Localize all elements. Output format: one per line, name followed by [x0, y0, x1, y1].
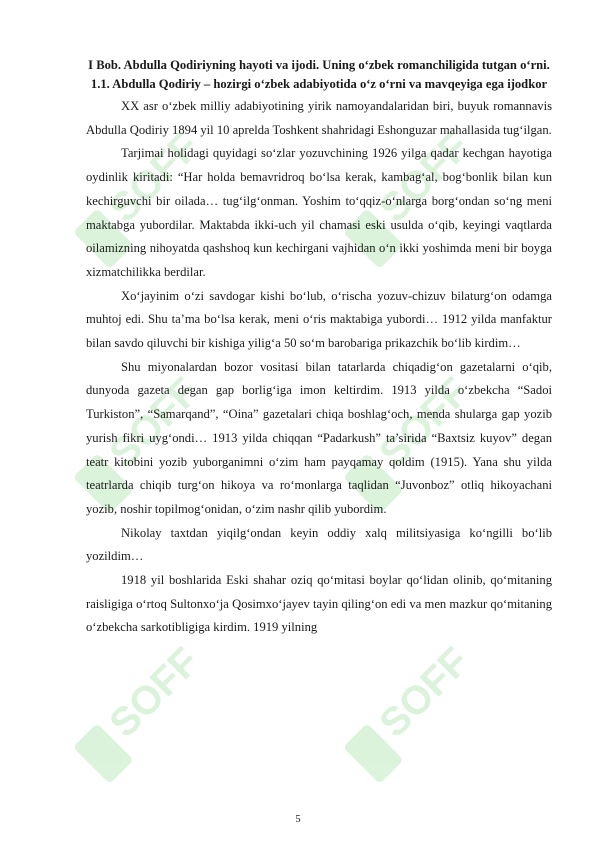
watermark-text: SOFF — [101, 369, 208, 476]
paragraph-4: Shu miyonalardan bozor vositasi bilan tatarlarda chiqadig‘on gazetalarni o‘qib, dunyoda gazeta degan gap borlig‘iga imon keltirdim. 1913 yilda o‘zbekcha “Sadoi Turkiston”, “Samarqand”, “Oina” gazetalari chiqa boshlag‘och, menda shularga gap yozib yurish fikri uyg‘ondi… 1913 yilda chiqqan “Padarkush” ta’sirida “Baxtsiz kuyov” degan teatr kitobini yozib yuborganimni o‘zim ham payqamay qoldim (1915). Yana shu yilda teatrlarda chiqib turg‘on hikoya va ro‘monlarga taqlidan “Juvonboz” otliq hikoyachani yozib, noshir topilmog‘onidan, o‘zim nashr qilib yubordim. — [86, 359, 552, 516]
paragraph-3: Xo‘jayinim o‘zi savdogar kishi bo‘lub, o‘rischa yozuv-chizuv bilaturg‘on odamga muhtoj edi. Shu ta’ma bo‘lsa kerak, meni o‘ris maktabiga yubordi… 1912 yilda manfaktur bilan savdo qiluvchi bir kishiga yilig‘a 50 so‘m barobariga prikazchik bo‘lib kirdim… — [86, 288, 552, 351]
section-heading: 1.1. Abdulla Qodiriy – hozirgi o‘zbek adabiyotida o‘z o‘rni va mavqeyiga ega ijodkor — [90, 77, 548, 91]
watermark-mark-6 — [341, 639, 486, 784]
chapter-heading: I Bob. Abdulla Qodiriyning hayoti va ijodi. Uning o‘zbek romanchiligida tutgan o‘rni. — [88, 58, 550, 72]
page-number: 5 — [295, 814, 301, 825]
watermark-text: SOFF — [371, 639, 478, 746]
paragraph-6: 1918 yil boshlarida Eski shahar oziq qo‘mitasi boylar qo‘lidan olinib, qo‘mitaning raisligiga o‘rtoq Sultonxo‘ja Qosimxo‘jayev tayin qiling‘on edi va men mazkur qo‘mitaning o‘zbekcha sarkotibligiga kirdim. 1919 yilning — [86, 573, 552, 635]
watermark-text: SOFF — [371, 369, 478, 476]
watermark-text: SOFF — [371, 124, 478, 231]
paragraph-5: Nikolay taxtdan yiqilg‘ondan keyin oddiy xalq militsiyasiga ko‘ngilli bo‘lib yozildim… — [86, 525, 552, 564]
page-content — [86, 56, 552, 640]
paragraph-2: Tarjimai holidagi quyidagi so‘zlar yozuvchining 1926 yilga qadar kechgan hayotiga oydinlik kiritadi: “Har holda bemavridroq bo‘lsa kerak, kambag‘al, bog‘bonlik bilan kun kechirguvchi bir oilada… tug‘ilg‘onman. Yoshim to‘qqiz-o‘nlarga borg‘ondan so‘ng meni maktabga yubordilar. Maktabda ikki-uch yil chamasi eski usulda o‘qib, keyingi vaqtlarda oilamizning nihoyatda qashshoq kun kechirgani vajhidan o‘n ikki yoshimda meni bir boyga xizmatchilikka berdilar. — [86, 146, 552, 279]
watermark-mark-5 — [71, 639, 216, 784]
watermark-text: SOFF — [101, 639, 208, 746]
paragraph-1: XX asr o‘zbek milliy adabiyotining yirik namoyandalaridan biri, buyuk romannavis Abdulla Qodiriy 1894 yil 10 aprelda Toshkent shahridagi Eshonguzar mahallasida tug‘ilgan. — [86, 99, 552, 137]
watermark-text: SOFF — [101, 124, 208, 231]
watermark-logo-shape — [73, 723, 134, 784]
watermark-logo-shape — [343, 723, 404, 784]
